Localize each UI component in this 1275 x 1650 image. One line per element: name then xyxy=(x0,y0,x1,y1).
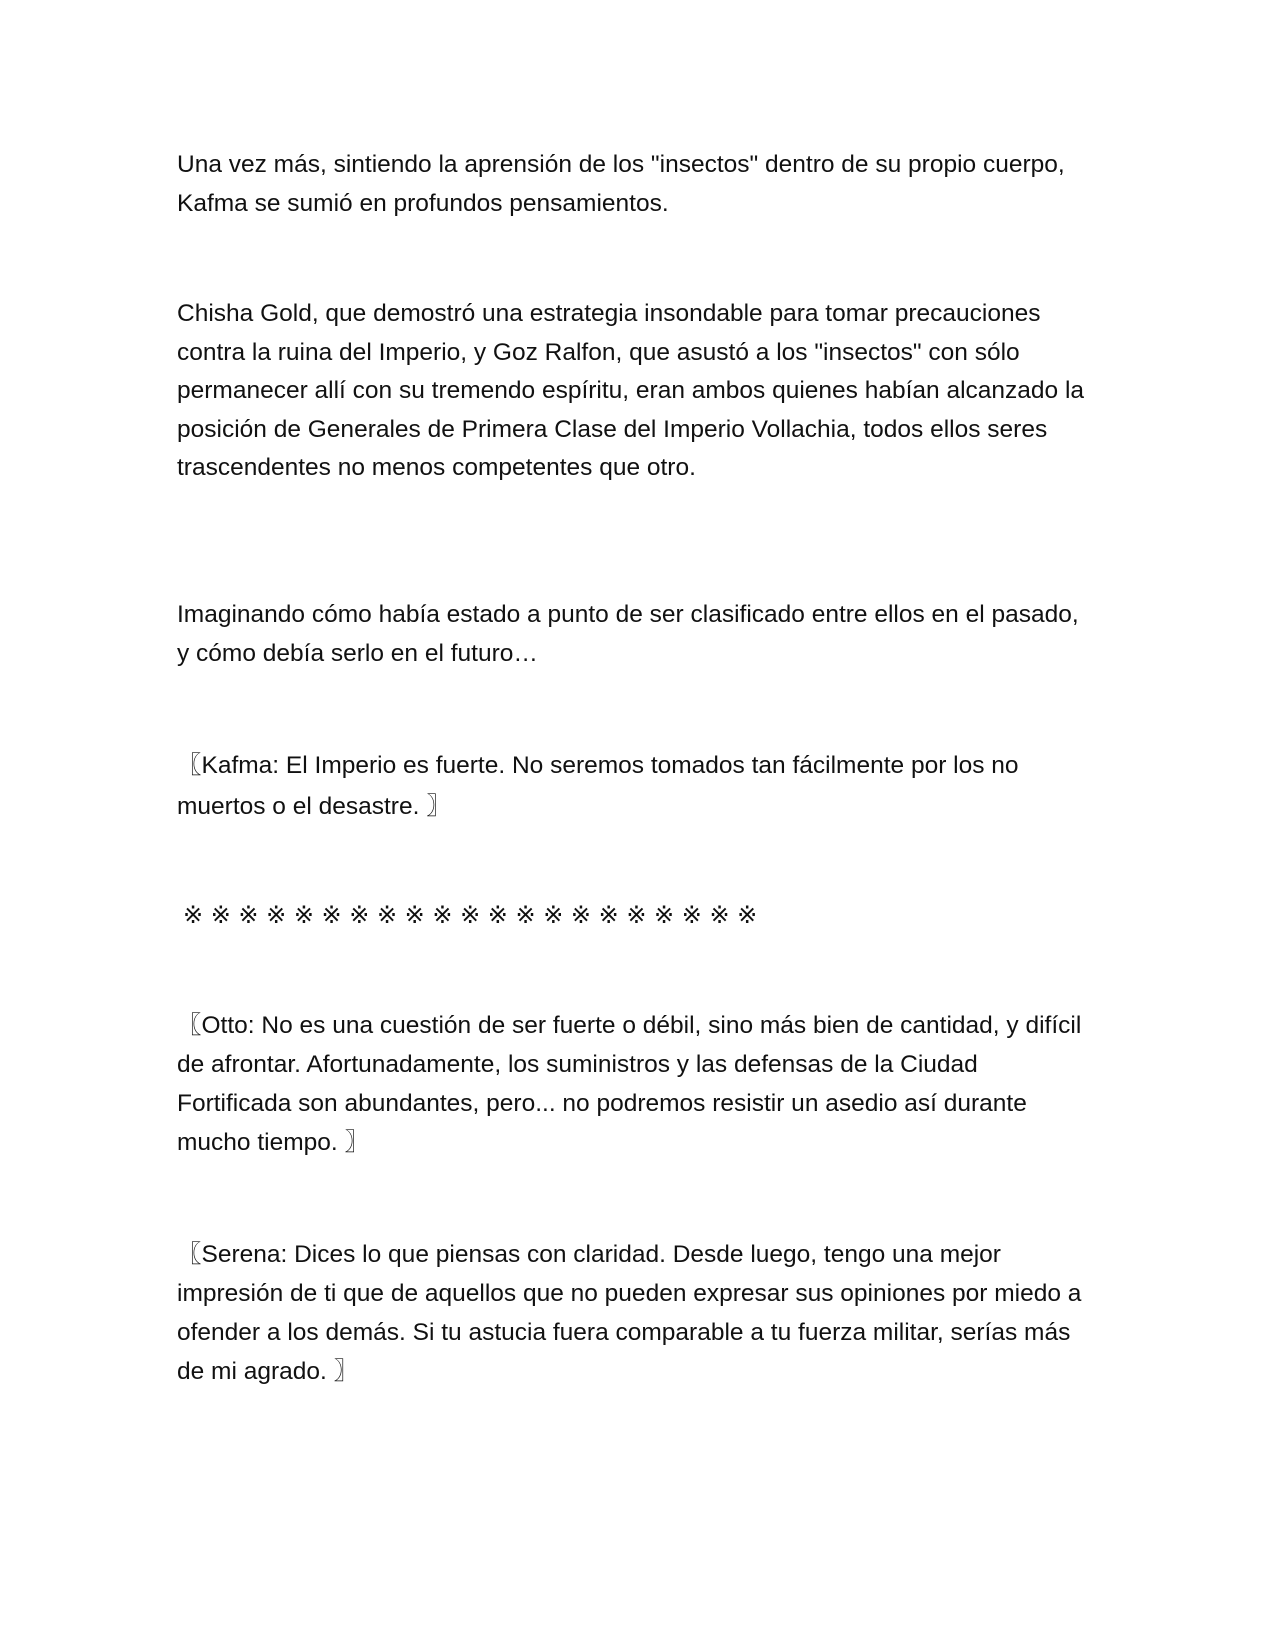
dialogue-otto: 〖Otto: No es una cuestión de ser fuerte o débil, sino más bien de cantidad, y difícil de afrontar. Afortunadamente, los suministros y las defensas de la Ciudad Fortificada son abundantes, pero... no podremos resistir un asedio así durante mucho tiempo. 〗 xyxy=(177,1012,1082,1156)
paragraph-kafma-thoughts: Una vez más, sintiendo la aprensión de los "insectos" dentro de su propio cuerpo, Kafma se sumió en profundos pensamientos. xyxy=(177,151,1065,217)
dialogue-kafma: 〖Kafma: El Imperio es fuerte. No seremos tomados tan fácilmente por los no muertos o el desastre. 〗 xyxy=(177,752,1019,820)
paragraph-generals: Chisha Gold, que demostró una estrategia insondable para tomar precauciones contra la ruina del Imperio, y Goz Ralfon, que asustó a los "insectos" con sólo permanecer allí con su tremendo espíritu, eran ambos quienes habían alcanzado la posición de Generales de Primera Clase del Imperio Vollachia, todos ellos seres trascendentes no menos competentes que otro. xyxy=(177,300,1085,481)
paragraph-imagining: Imaginando cómo había estado a punto de ser clasificado entre ellos en el pasado, y cómo debía serlo en el futuro… xyxy=(177,601,1079,667)
dialogue-serena: 〖Serena: Dices lo que piensas con claridad. Desde luego, tengo una mejor impresión de ti que de aquellos que no pueden expresar sus opiniones por miedo a ofender a los demás. Si tu astucia fuera comparable a tu fuerza militar, serías más de mi agrado. 〗 xyxy=(177,1241,1082,1385)
scene-separator: ※※※※※※※※※※※※※※※※※※※※※ xyxy=(183,901,765,929)
